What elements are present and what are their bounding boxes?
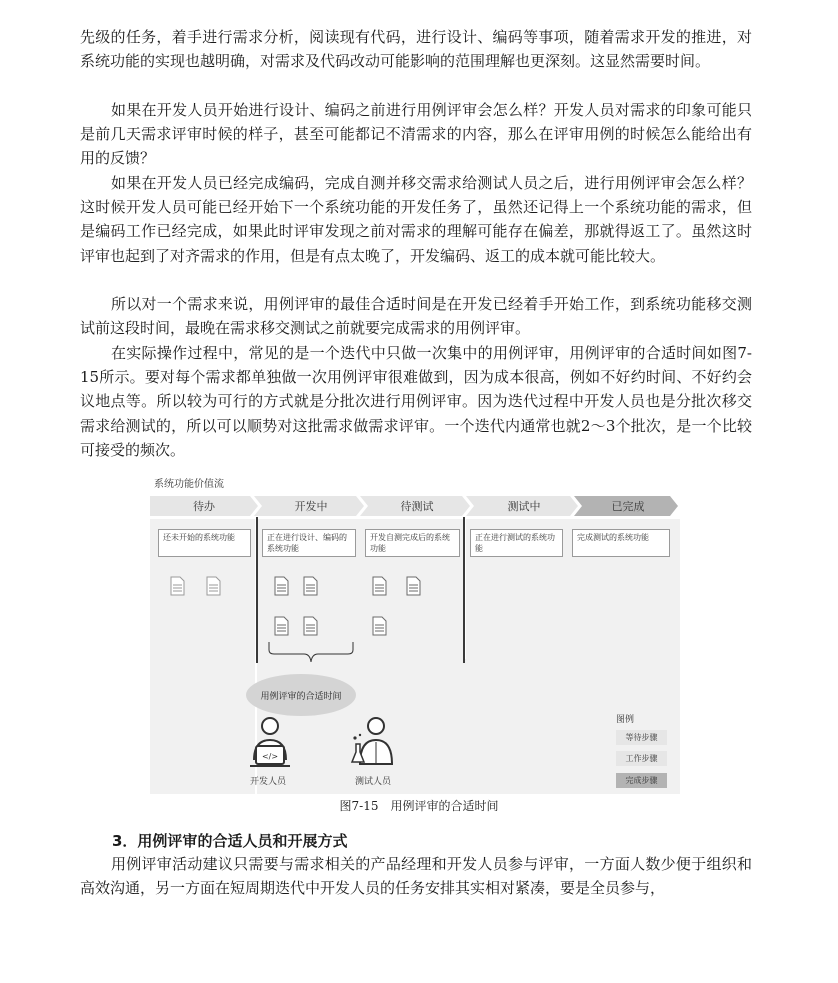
stage-label-done: 已完成 xyxy=(611,500,645,513)
tester-label: 测试人员 xyxy=(355,777,392,787)
stage-label-wait-test: 待测试 xyxy=(400,500,434,513)
paragraph-2: 如果在开发人员开始进行设计、编码之前进行用例评审会怎么样？开发人员对需求的印象可能只是前几天需求评审时候的样子，甚至可能都记不清需求的内容，那么在评审用例的时候怎么能给出有用的反馈？ xyxy=(80,101,752,168)
stage-desc-backlog: 还未开始的系统功能 xyxy=(158,529,251,557)
developer-icon xyxy=(248,716,292,768)
value-stream-figure xyxy=(150,468,680,794)
stage-label-dev: 开发中 xyxy=(294,500,328,513)
legend-waiting-step: 等待步骤 xyxy=(616,730,667,745)
document-icon xyxy=(372,576,387,596)
section-paragraph: 用例评审活动建议只需要与需求相关的产品经理和开发人员参与评审，一方面人数少便于组织和高效沟通，另一方面在短周期迭代中开发人员的任务安排其实相对紧凑，要是全员参与， xyxy=(80,855,752,898)
document-icon xyxy=(274,576,289,596)
document-icon xyxy=(303,576,318,596)
stage-desc-dev: 正在进行设计、编码的系统功能 xyxy=(262,529,356,557)
figure-title: 系统功能价值流 xyxy=(154,479,224,490)
stage-desc-done: 完成测试的系统功能 xyxy=(572,529,670,557)
svg-text:</>: </> xyxy=(261,752,279,761)
separator-line-2 xyxy=(463,517,465,663)
legend-title: 图例 xyxy=(616,715,635,725)
document-icon xyxy=(170,576,185,596)
review-time-bubble: 用例评审的合适时间 xyxy=(246,674,356,716)
paragraph-3: 如果在开发人员已经完成编码，完成自测并移交需求给测试人员之后，进行用例评审会怎么样？这时候开发人员可能已经开始下一个系统功能的开发任务了，虽然还记得上一个系统功能的需求，但是编码工作已经完成，如果此时评审发现之前对需求的理解可能存在偏差，那就得返工了。虽然这时评审也起到了对齐需求的作用，但是有点太晚了，开发编码、返工的成本就可能比较大。 xyxy=(80,174,752,265)
bracket-icon xyxy=(268,642,354,668)
figure-caption: 图7-15 用例评审的合适时间 xyxy=(339,799,499,813)
paragraph-4: 所以对一个需求来说，用例评审的最佳合适时间是在开发已经着手开始工作，到系统功能移交测试前这段时间，最晚在需求移交测试之前就要完成需求的用例评审。 xyxy=(80,295,752,338)
document-icon xyxy=(406,576,421,596)
document-icon xyxy=(206,576,221,596)
stage-label-backlog: 待办 xyxy=(193,500,215,513)
legend-done-step: 完成步骤 xyxy=(616,773,667,788)
document-icon xyxy=(274,616,289,636)
column-backlog-bg xyxy=(150,519,255,794)
separator-line-1 xyxy=(256,517,258,663)
document-icon xyxy=(303,616,318,636)
section-heading: 3．用例评审的合适人员和开展方式 xyxy=(112,832,348,850)
stage-label-testing: 测试中 xyxy=(507,500,541,513)
paragraph-1: 先级的任务，着手进行需求分析，阅读现有代码，进行设计、编码等事项，随着需求开发的推进，对系统功能的实现也越明确，对需求及代码改动可能影响的范围理解也更深刻。这显然需要时间。 xyxy=(80,28,752,71)
stage-desc-wait-test: 开发自测完成后的系统功能 xyxy=(365,529,460,557)
stage-desc-testing: 正在进行测试的系统功能 xyxy=(470,529,563,557)
developer-label: 开发人员 xyxy=(250,777,287,787)
document-icon xyxy=(372,616,387,636)
paragraph-5: 在实际操作过程中，常见的是一个迭代中只做一次集中的用例评审，用例评审的合适时间如图7-15所示。要对每个需求都单独做一次用例评审很难做到，因为成本很高，例如不好约时间、不好约会议地点等。所以较为可行的方式就是分批次进行用例评审。因为迭代过程中开发人员也是分批次移交需求给测试的，所以可以顺势对这批需求做需求评审。一个迭代内通常也就2～3个批次，是一个比较可接受的频次。 xyxy=(80,344,752,459)
tester-icon xyxy=(350,714,398,768)
legend-working-step: 工作步骤 xyxy=(616,751,667,766)
